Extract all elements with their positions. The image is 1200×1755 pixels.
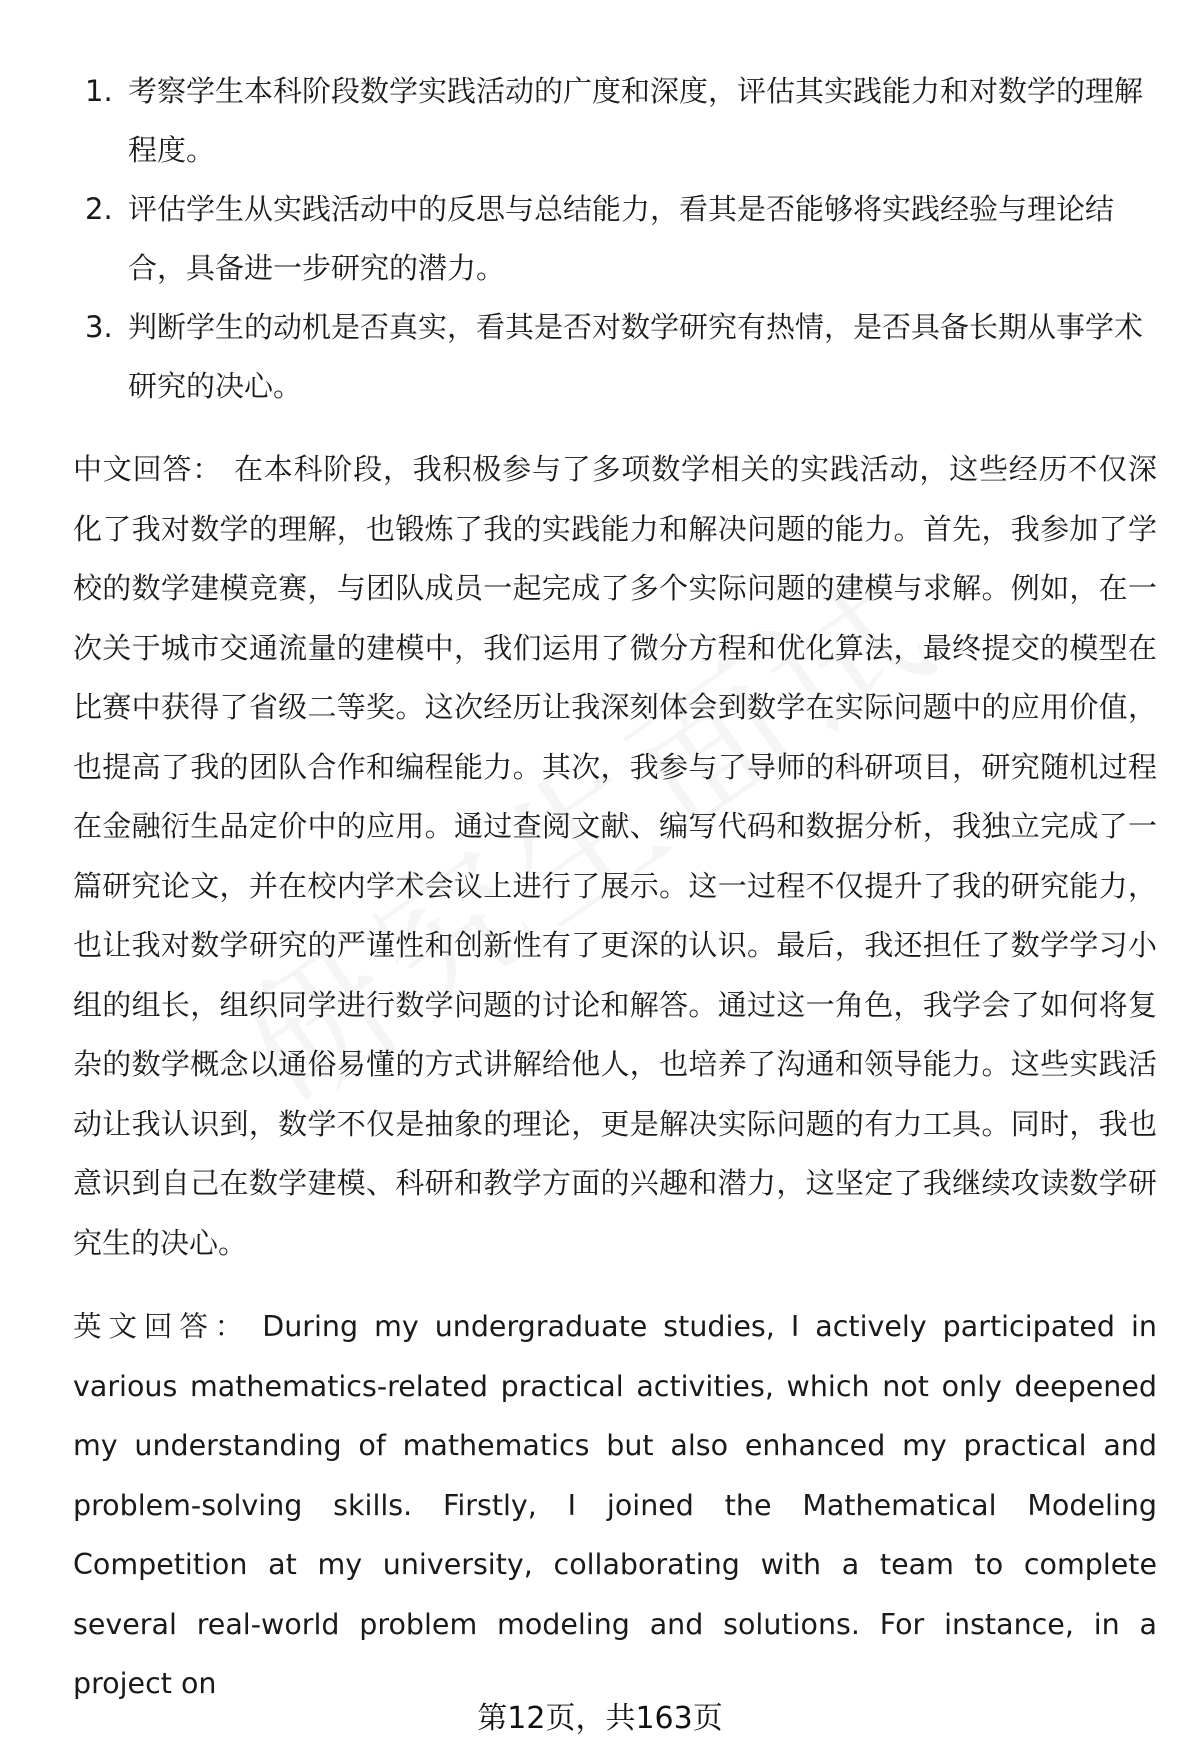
list-item: [73, 62, 1157, 180]
page-content: [73, 62, 1157, 1714]
list-item-number: 3.: [85, 310, 113, 344]
chinese-answer-label: 中文回答：: [73, 452, 222, 486]
list-item-text: 判断学生的动机是否真实，看其是否对数学研究有热情，是否具备长期从事学术研究的决心。: [128, 310, 1144, 403]
page-number-footer: 第12页，共163页: [477, 1701, 723, 1736]
list-item-number: 1.: [85, 74, 113, 108]
english-answer-text: During my undergraduate studies, I actively participated in various mathematics-related practical activities, which not only deepened my understanding of mathematics but also enhanced my practical and problem-solving skills. Firstly, I joined the Mathematical Modeling Competition at my university, collaborating with a team to complete several real-world problem modeling and solutions. For instance, in a project on: [73, 1310, 1157, 1700]
list-item: [73, 298, 1157, 416]
chinese-answer-paragraph: [73, 440, 1157, 1273]
list-item-text: 考察学生本科阶段数学实践活动的广度和深度，评估其实践能力和对数学的理解程度。: [128, 74, 1144, 167]
english-answer-paragraph: [73, 1297, 1157, 1714]
list-item-text: 评估学生从实践活动中的反思与总结能力，看其是否能够将实践经验与理论结合，具备进一步研究的潜力。: [128, 192, 1115, 285]
list-item: [73, 180, 1157, 298]
chinese-answer-text: 在本科阶段，我积极参与了多项数学相关的实践活动，这些经历不仅深化了我对数学的理解，也锻炼了我的实践能力和解决问题的能力。首先，我参加了学校的数学建模竞赛，与团队成员一起完成了多个实际问题的建模与求解。例如，在一次关于城市交通流量的建模中，我们运用了微分方程和优化算法，最终提交的模型在比赛中获得了省级二等奖。这次经历让我深刻体会到数学在实际问题中的应用价值，也提高了我的团队合作和编程能力。其次，我参与了导师的科研项目，研究随机过程在金融衍生品定价中的应用。通过查阅文献、编写代码和数据分析，我独立完成了一篇研究论文，并在校内学术会议上进行了展示。这一过程不仅提升了我的研究能力，也让我对数学研究的严谨性和创新性有了更深的认识。最后，我还担任了数学学习小组的组长，组织同学进行数学问题的讨论和解答。通过这一角色，我学会了如何将复杂的数学概念以通俗易懂的方式讲解给他人，也培养了沟通和领导能力。这些实践活动让我认识到，数学不仅是抽象的理论，更是解决实际问题的有力工具。同时，我也意识到自己在数学建模、科研和教学方面的兴趣和潜力，这坚定了我继续攻读数学研究生的决心。: [73, 452, 1157, 1260]
english-answer-label: 英文回答：: [73, 1310, 251, 1343]
evaluation-criteria-list: [73, 62, 1157, 416]
list-item-number: 2.: [85, 192, 113, 226]
